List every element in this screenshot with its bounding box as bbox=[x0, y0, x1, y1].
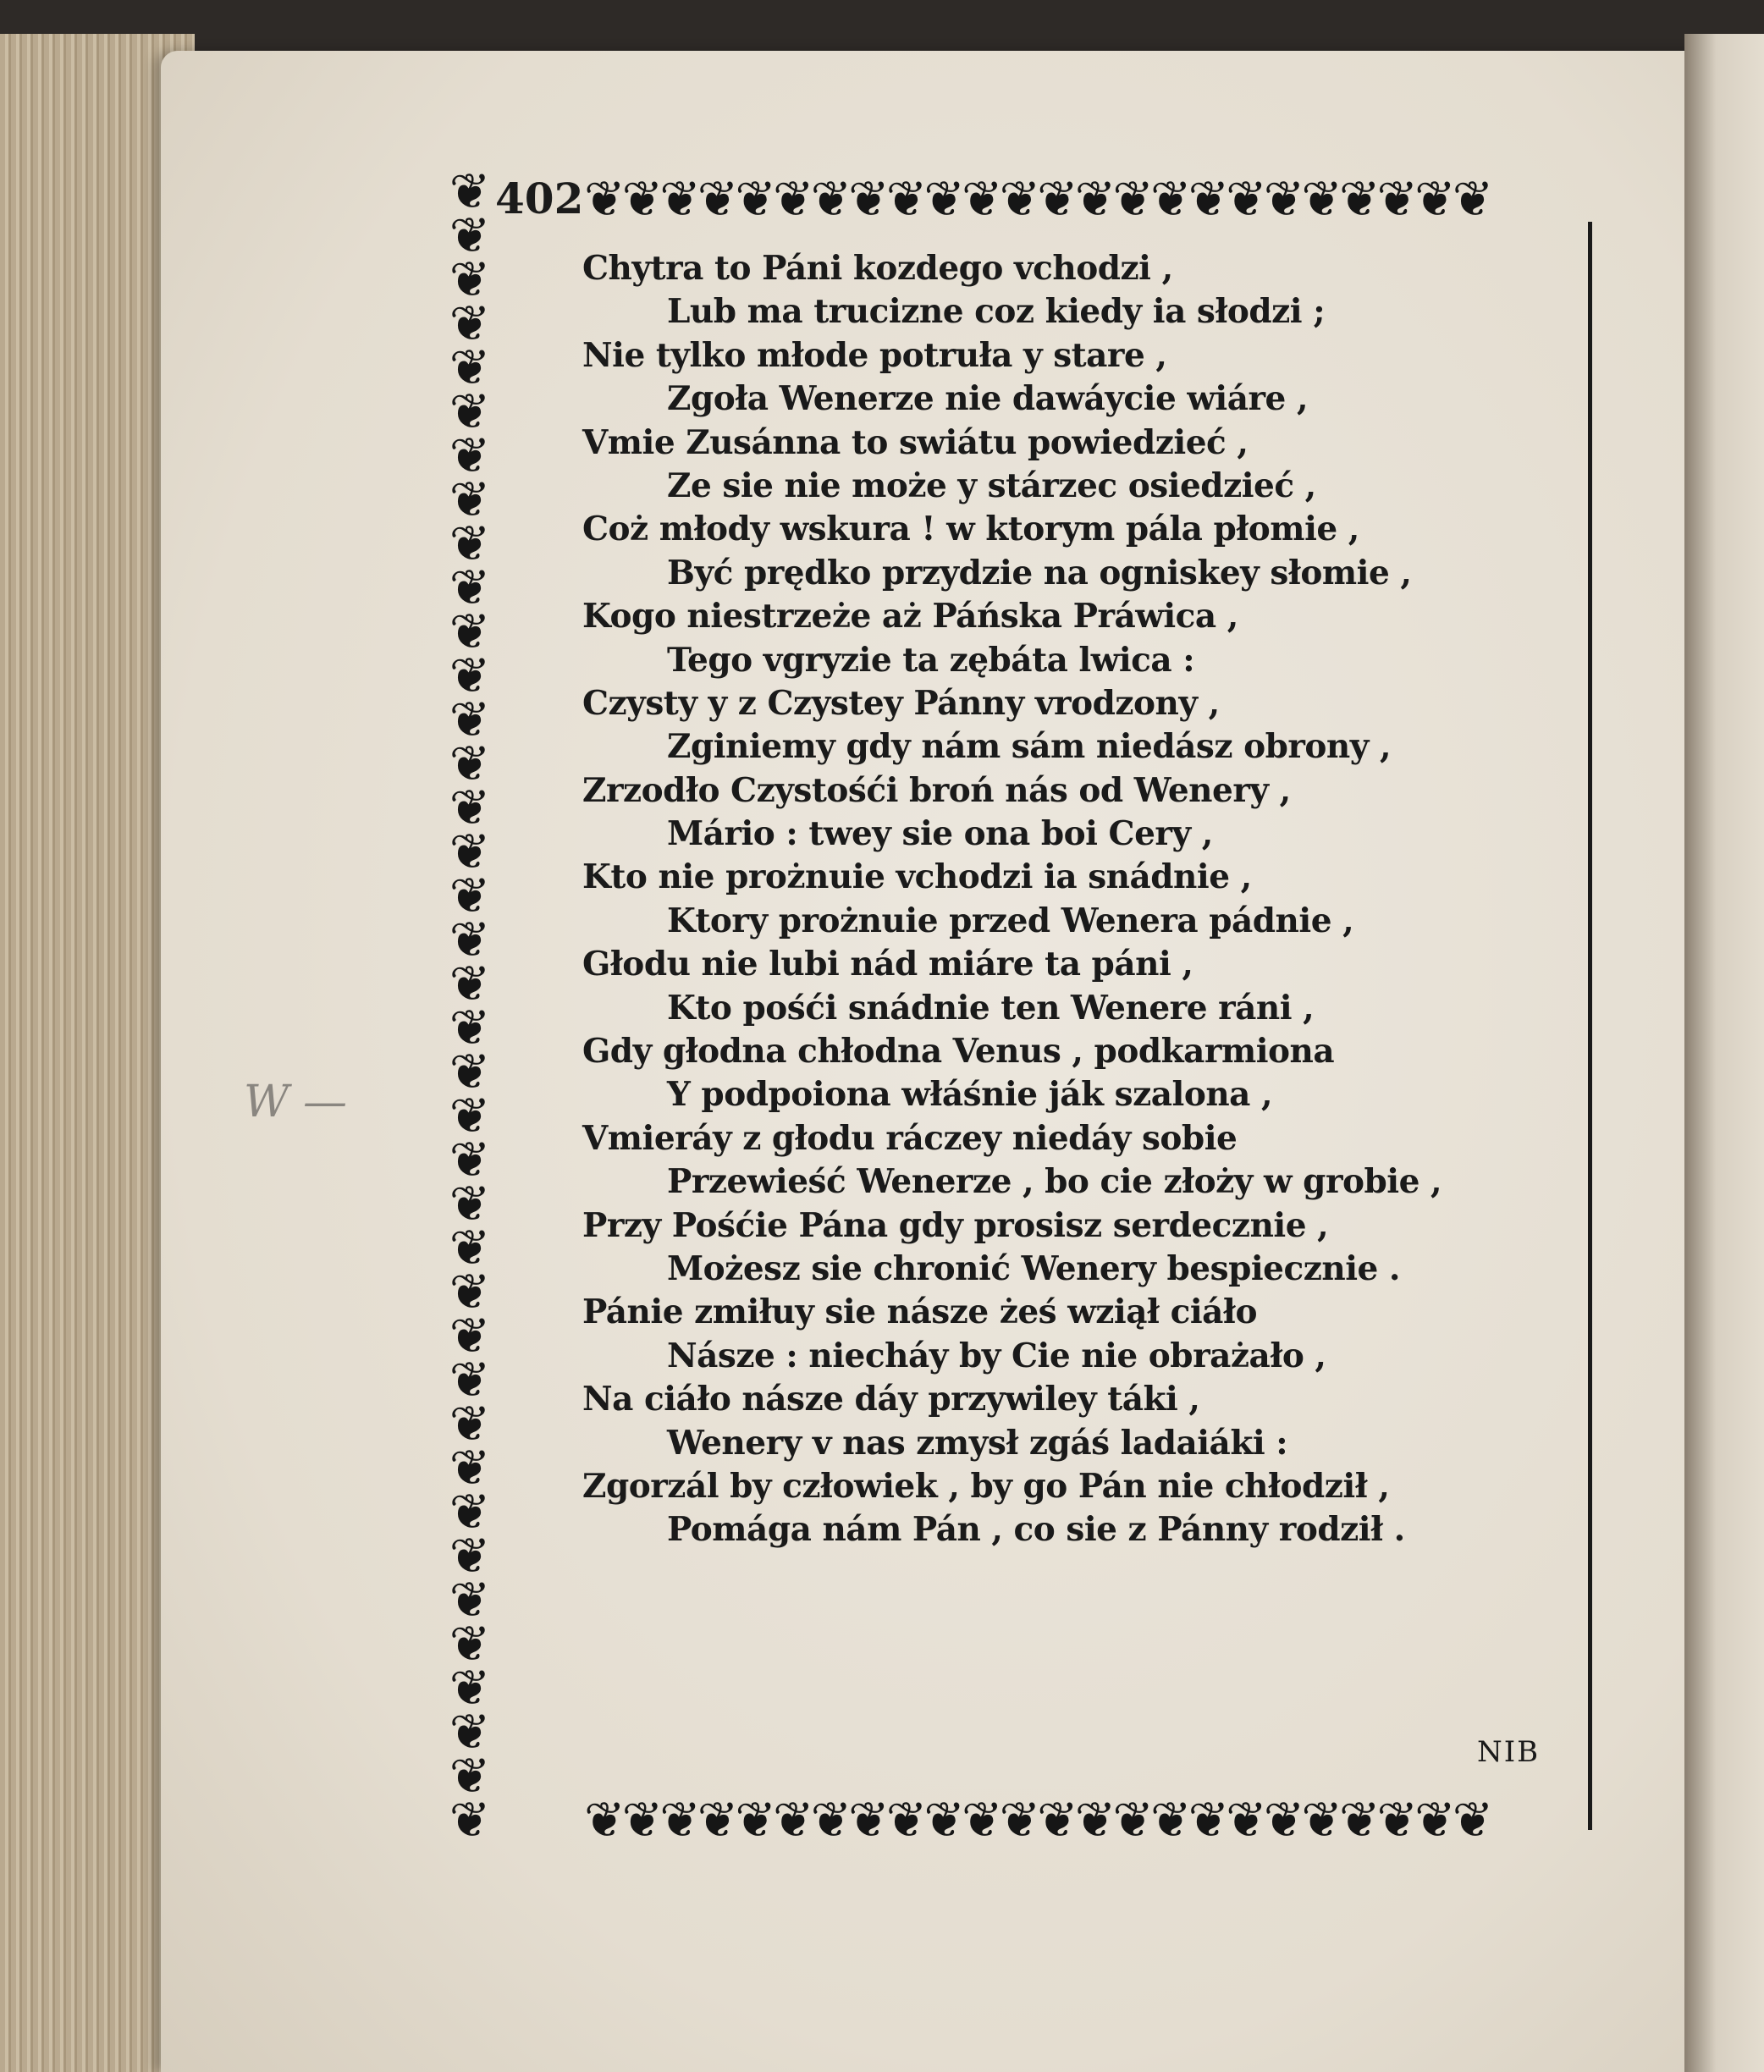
verse-line: Gdy głodna chłodna Venus , podkarmiona bbox=[582, 1032, 1335, 1072]
right-border-rule bbox=[1588, 222, 1592, 1830]
verse-line: Głodu nie lubi nád miáre ta páni , bbox=[582, 945, 1193, 984]
verse-line: Przewieść Wenerze , bo cie złoży w grobie , bbox=[667, 1162, 1442, 1202]
fleuron-ornament-icon: ❦❦❦❦❦❦❦❦❦❦❦❦❦❦❦❦❦❦❦❦❦❦❦❦ bbox=[584, 170, 1491, 228]
fleuron-ornament-icon: ❦❦❦❦❦❦❦❦❦❦❦❦❦❦❦❦❦❦❦❦❦❦❦❦❦❦❦❦❦❦❦❦❦❦❦❦❦❦ bbox=[449, 169, 491, 1849]
verse-line: Chytra to Páni kozdego vchodzi , bbox=[582, 249, 1173, 288]
verse-line: Pánie zmiłuy sie násze żeś wziął ciáło bbox=[582, 1292, 1257, 1332]
verse-line: Y podpoiona włáśnie ják szalona , bbox=[667, 1075, 1273, 1115]
verse-line: Zginiemy gdy nám sám niedász obrony , bbox=[667, 727, 1392, 767]
catchword: NIB bbox=[1477, 1735, 1541, 1769]
verse-line: Możesz sie chronić Wenery bespiecznie . bbox=[667, 1248, 1400, 1288]
verse-line: Vmie Zusánna to swiátu powiedzieć , bbox=[582, 422, 1249, 462]
verse-line: Kogo niestrzeże aż Páńska Práwica , bbox=[582, 597, 1238, 636]
verse-line: Pomága nám Pán , co sie z Pánny rodził . bbox=[667, 1510, 1405, 1550]
pencil-margin-note: W — bbox=[244, 1077, 347, 1127]
bottom-ornament-border bbox=[584, 1790, 1587, 1849]
verse-line: Coż młody wskura ! w ktorym pála płomie , bbox=[582, 510, 1359, 549]
verse-line: Tego vgryzie ta zębáta lwica : bbox=[667, 640, 1195, 680]
verse-line: Ze sie nie może y stárzec osiedzieć , bbox=[667, 466, 1316, 505]
verse-line: Czysty y z Czystey Pánny vrodzony , bbox=[582, 683, 1220, 723]
verse-line: Kto pośći snádnie ten Wenere ráni , bbox=[667, 988, 1315, 1028]
verse-line: Zrzodło Czystośći broń nás od Wenery , bbox=[582, 770, 1291, 810]
facing-page-edge bbox=[1684, 34, 1764, 2072]
verse-line: Przy Pośćie Pána gdy prosisz serdecznie , bbox=[582, 1205, 1329, 1245]
left-ornament-border bbox=[436, 169, 504, 1854]
verse-line: Wenery v nas zmysł zgáś ladaiáki : bbox=[667, 1423, 1288, 1463]
verse-line: Kto nie prożnuie vchodzi ia snádnie , bbox=[582, 857, 1252, 897]
verse-line: Lub ma trucizne coz kiedy ia słodzi ; bbox=[667, 292, 1326, 332]
verse-line: Być prędko przydzie na ogniskey słomie , bbox=[667, 553, 1412, 592]
verse-line: Násze : niecháy by Cie nie obrażało , bbox=[667, 1336, 1326, 1375]
top-ornament-border bbox=[584, 169, 1587, 229]
verse-line: Vmieráy z głodu ráczey niedáy sobie bbox=[582, 1118, 1238, 1158]
verse-line: Na ciáło násze dáy przywiley táki , bbox=[582, 1380, 1200, 1419]
verse-line: Zgorzál by człowiek , by go Pán nie chłodził , bbox=[582, 1466, 1390, 1506]
fleuron-ornament-icon: ❦❦❦❦❦❦❦❦❦❦❦❦❦❦❦❦❦❦❦❦❦❦❦❦ bbox=[584, 1791, 1491, 1849]
verse-line: Zgoła Wenerze nie dawáycie wiáre , bbox=[667, 379, 1309, 419]
verse-line: Mário : twey sie ona boi Cery , bbox=[667, 814, 1213, 854]
verse-line: Ktory prożnuie przed Wenera pádnie , bbox=[667, 901, 1354, 940]
page-number: 402 bbox=[495, 174, 584, 223]
verse-line: Nie tylko młode potruła y stare , bbox=[582, 335, 1167, 375]
poem-text bbox=[582, 247, 1581, 1552]
